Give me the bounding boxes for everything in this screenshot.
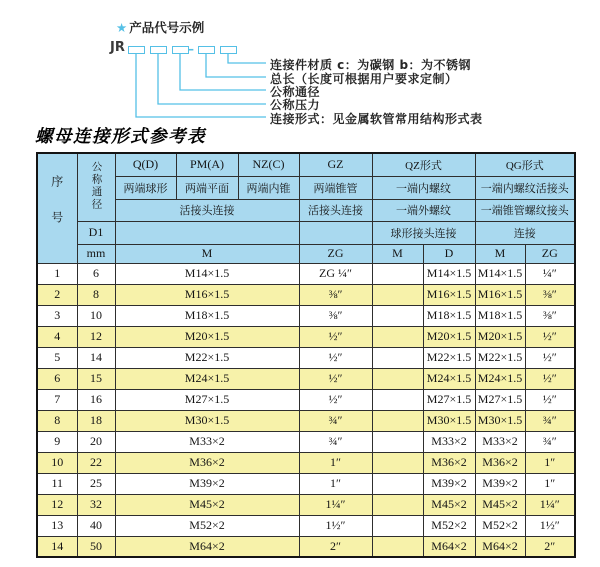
nut-connection-reference-table — [36, 152, 576, 558]
callout-material: 连接件材质 c：为碳钢 b：为不锈钢 — [270, 58, 472, 72]
cell-qg-m: M39×2 — [475, 473, 525, 494]
table-row — [37, 494, 575, 515]
cell-m: M22×1.5 — [115, 347, 299, 368]
header-dn — [77, 153, 115, 221]
cell-dn: 12 — [77, 326, 115, 347]
header-empty-2 — [299, 221, 372, 244]
cell-qg-m: M33×2 — [475, 431, 525, 452]
cell-qz-m — [372, 284, 423, 305]
callout-nominal-pressure: 公称压力 — [270, 98, 321, 112]
cell-qg-zg: ½″ — [525, 368, 575, 389]
cell-qg-zg: 1″ — [525, 452, 575, 473]
cell-qg-m: M30×1.5 — [475, 410, 525, 431]
cell-gz-zg: ½″ — [299, 347, 372, 368]
code-box-4 — [198, 46, 215, 54]
header-mm: mm — [77, 244, 115, 263]
cell-m: M52×2 — [115, 515, 299, 536]
cell-qz-d: M27×1.5 — [423, 389, 475, 410]
cell-qz-m — [372, 536, 423, 557]
header-zg: ZG — [299, 244, 372, 263]
cell-m: M45×2 — [115, 494, 299, 515]
cell-dn: 16 — [77, 389, 115, 410]
header-qz-m: M — [372, 244, 423, 263]
table-row — [37, 305, 575, 326]
cell-qg-m: M18×1.5 — [475, 305, 525, 326]
cell-gz-zg: ½″ — [299, 368, 372, 389]
table-row — [37, 410, 575, 431]
cell-dn: 20 — [77, 431, 115, 452]
header-desc-qg: 一端内螺纹活接头 — [475, 176, 575, 199]
cell-qg-zg: 1″ — [525, 473, 575, 494]
cell-qg-m: M22×1.5 — [475, 347, 525, 368]
cell-m: M14×1.5 — [115, 263, 299, 284]
cell-qg-m: M16×1.5 — [475, 284, 525, 305]
cell-seq: 5 — [37, 347, 77, 368]
header-conn-qg: 一端锥管螺纹接头 — [475, 199, 575, 221]
header-col-q: Q(D) — [115, 153, 176, 176]
cell-dn: 50 — [77, 536, 115, 557]
cell-qg-m: M14×1.5 — [475, 263, 525, 284]
cell-qg-m: M64×2 — [475, 536, 525, 557]
table-body — [37, 263, 575, 557]
header-empty-1 — [115, 221, 299, 244]
header-desc-gz: 两端锥管 — [299, 176, 372, 199]
cell-seq: 6 — [37, 368, 77, 389]
header-conn-gz: 活接头连接 — [299, 199, 372, 221]
cell-qg-zg: 1½″ — [525, 515, 575, 536]
table-row — [37, 347, 575, 368]
cell-seq: 14 — [37, 536, 77, 557]
header-col-qg: QG形式 — [475, 153, 575, 176]
cell-dn: 25 — [77, 473, 115, 494]
cell-qz-d: M20×1.5 — [423, 326, 475, 347]
cell-qz-d: M16×1.5 — [423, 284, 475, 305]
cell-qg-m: M45×2 — [475, 494, 525, 515]
cell-qg-zg: ⅜″ — [525, 305, 575, 326]
cell-m: M20×1.5 — [115, 326, 299, 347]
header-desc-nz: 两端内锥 — [238, 176, 299, 199]
cell-m: M24×1.5 — [115, 368, 299, 389]
cell-seq: 10 — [37, 452, 77, 473]
header-conn-union: 活接头连接 — [115, 199, 299, 221]
cell-seq: 7 — [37, 389, 77, 410]
header-m: M — [115, 244, 299, 263]
header-col-nz: NZ(C) — [238, 153, 299, 176]
cell-seq: 13 — [37, 515, 77, 536]
cell-m: M36×2 — [115, 452, 299, 473]
cell-qz-m — [372, 305, 423, 326]
cell-qg-m: M36×2 — [475, 452, 525, 473]
cell-gz-zg: ½″ — [299, 389, 372, 410]
table-row — [37, 368, 575, 389]
cell-qz-d: M22×1.5 — [423, 347, 475, 368]
cell-qg-zg: ¾″ — [525, 410, 575, 431]
cell-qg-zg: 1¼″ — [525, 494, 575, 515]
callout-total-length: 总长（长度可根据用户要求定制） — [270, 72, 458, 86]
table-row — [37, 263, 575, 284]
cell-qz-m — [372, 473, 423, 494]
cell-m: M33×2 — [115, 431, 299, 452]
cell-qz-d: M52×2 — [423, 515, 475, 536]
cell-qg-zg: ¾″ — [525, 431, 575, 452]
cell-qz-d: M24×1.5 — [423, 368, 475, 389]
cell-qz-m — [372, 347, 423, 368]
cell-qz-m — [372, 263, 423, 284]
cell-qz-d: M45×2 — [423, 494, 475, 515]
header-desc-q: 两端球形 — [115, 176, 176, 199]
table-row — [37, 473, 575, 494]
cell-qg-zg: ½″ — [525, 326, 575, 347]
cell-gz-zg: ½″ — [299, 326, 372, 347]
cell-seq: 9 — [37, 431, 77, 452]
table-row — [37, 536, 575, 557]
cell-qz-m — [372, 410, 423, 431]
header-conn-qg2: 连接 — [475, 221, 575, 244]
cell-qz-m — [372, 389, 423, 410]
cell-gz-zg: 1½″ — [299, 515, 372, 536]
cell-gz-zg: ¾″ — [299, 410, 372, 431]
table-row — [37, 326, 575, 347]
cell-seq: 8 — [37, 410, 77, 431]
cell-dn: 10 — [77, 305, 115, 326]
table-row — [37, 452, 575, 473]
cell-gz-zg: 2″ — [299, 536, 372, 557]
code-box-5 — [220, 46, 237, 54]
cell-dn: 40 — [77, 515, 115, 536]
cell-gz-zg: 1¼″ — [299, 494, 372, 515]
header-conn-qz: 一端外螺纹 — [372, 199, 475, 221]
cell-seq: 3 — [37, 305, 77, 326]
header-qg-zg: ZG — [525, 244, 575, 263]
product-code-example-label: 产品代号示例 — [129, 20, 205, 35]
table-row — [37, 431, 575, 452]
cell-m: M16×1.5 — [115, 284, 299, 305]
cell-m: M27×1.5 — [115, 389, 299, 410]
header-d1: D1 — [77, 221, 115, 244]
cell-qg-zg: ⅜″ — [525, 284, 575, 305]
callout-connection-form: 连接形式：见金属软管常用结构形式表 — [270, 112, 483, 126]
header-qg-m: M — [475, 244, 525, 263]
cell-dn: 8 — [77, 284, 115, 305]
cell-qz-d: M14×1.5 — [423, 263, 475, 284]
header-col-pm: PM(A) — [176, 153, 238, 176]
cell-qz-d: M64×2 — [423, 536, 475, 557]
table-row — [37, 284, 575, 305]
cell-gz-zg: 1″ — [299, 473, 372, 494]
cell-seq: 11 — [37, 473, 77, 494]
code-box-2 — [150, 46, 167, 54]
cell-dn: 15 — [77, 368, 115, 389]
cell-m: M39×2 — [115, 473, 299, 494]
cell-qz-d: M30×1.5 — [423, 410, 475, 431]
table-title: 螺母连接形式参考表 — [35, 127, 206, 147]
cell-qz-d: M33×2 — [423, 431, 475, 452]
cell-m: M30×1.5 — [115, 410, 299, 431]
cell-qz-m — [372, 515, 423, 536]
cell-qz-m — [372, 368, 423, 389]
cell-qg-zg: ½″ — [525, 347, 575, 368]
cell-qg-m: M24×1.5 — [475, 368, 525, 389]
cell-qz-m — [372, 326, 423, 347]
header-col-gz: GZ — [299, 153, 372, 176]
callout-nominal-diameter: 公称通径 — [270, 85, 321, 99]
header-seq-label: 序号 — [49, 175, 64, 248]
cell-gz-zg: 1″ — [299, 452, 372, 473]
product-code-prefix: JR — [110, 40, 125, 55]
cell-qg-zg: ½″ — [525, 389, 575, 410]
header-col-qz: QZ形式 — [372, 153, 475, 176]
cell-gz-zg: ⅜″ — [299, 305, 372, 326]
cell-dn: 6 — [77, 263, 115, 284]
header-seq — [37, 153, 77, 263]
cell-dn: 22 — [77, 452, 115, 473]
code-box-1 — [128, 46, 145, 54]
cell-seq: 12 — [37, 494, 77, 515]
header-dn-label: 公称通径 — [90, 161, 102, 212]
cell-m: M64×2 — [115, 536, 299, 557]
cell-gz-zg: ZG ¼″ — [299, 263, 372, 284]
cell-qg-zg: 2″ — [525, 536, 575, 557]
cell-qg-m: M52×2 — [475, 515, 525, 536]
code-dash: – — [188, 42, 194, 56]
cell-qz-m — [372, 452, 423, 473]
cell-qz-d: M18×1.5 — [423, 305, 475, 326]
cell-dn: 14 — [77, 347, 115, 368]
cell-seq: 1 — [37, 263, 77, 284]
product-code-example-heading — [116, 18, 204, 36]
cell-gz-zg: ⅜″ — [299, 284, 372, 305]
cell-gz-zg: ¾″ — [299, 431, 372, 452]
cell-qg-zg: ¼″ — [525, 263, 575, 284]
table-row — [37, 515, 575, 536]
header-desc-pm: 两端平面 — [176, 176, 238, 199]
cell-qz-m — [372, 431, 423, 452]
cell-seq: 4 — [37, 326, 77, 347]
cell-seq: 2 — [37, 284, 77, 305]
star-icon: ★ — [116, 20, 128, 35]
cell-qg-m: M27×1.5 — [475, 389, 525, 410]
table-row — [37, 389, 575, 410]
cell-m: M18×1.5 — [115, 305, 299, 326]
code-box-3 — [172, 46, 189, 54]
cell-qz-d: M36×2 — [423, 452, 475, 473]
cell-qz-m — [372, 494, 423, 515]
header-desc-qz: 一端内螺纹 — [372, 176, 475, 199]
cell-dn: 18 — [77, 410, 115, 431]
cell-qz-d: M39×2 — [423, 473, 475, 494]
cell-qg-m: M20×1.5 — [475, 326, 525, 347]
cell-dn: 32 — [77, 494, 115, 515]
header-conn-qz2: 球形接头连接 — [372, 221, 475, 244]
header-qz-d: D — [423, 244, 475, 263]
